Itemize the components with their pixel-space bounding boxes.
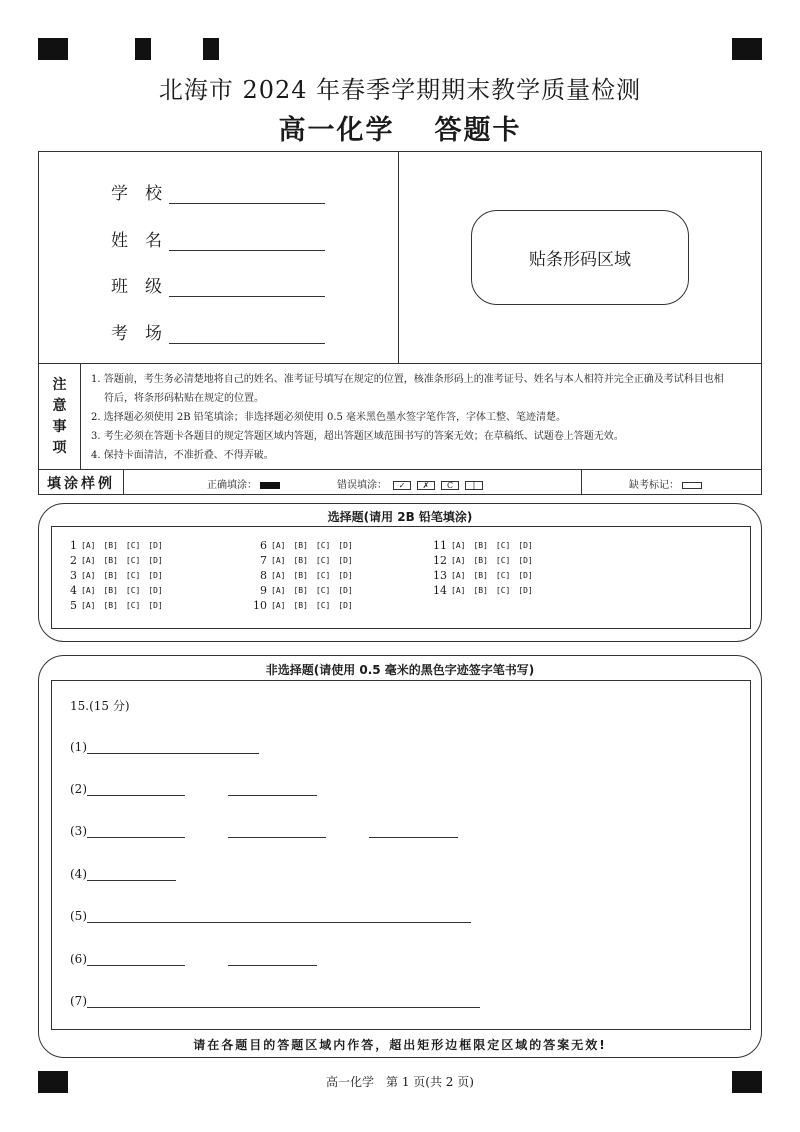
note-item: 符后，将条形码粘贴在规定的位置。 [104,393,264,404]
choice-bubble[interactable]: [C] [495,571,511,580]
part-label: (7) [70,994,87,1008]
choice-bubble[interactable]: [A] [451,556,466,565]
question-15-label: 15.(15 分) [70,699,130,713]
registration-mark [203,38,219,60]
choice-bubble[interactable]: [D] [338,571,353,580]
registration-mark [38,38,68,60]
choice-bubble[interactable]: [A] [451,541,466,550]
choice-question [249,569,361,582]
name-label: 姓 名 [111,231,162,251]
subject-title: 高一化学 [278,115,395,146]
choice-bubble[interactable]: [A] [81,571,96,580]
choice-bubble[interactable]: [C] [125,601,141,610]
choice-bubble[interactable]: [B] [293,571,308,580]
note-item: 3. 考生必须在答题卡各题目的规定答题区域内答题，超出答题区域范围书写的答案无效；在草稿纸、试题卷上答题无效。 [91,431,624,442]
answer-blank[interactable] [228,782,317,796]
answer-blank[interactable] [87,994,480,1008]
choice-question [249,539,361,552]
absent-mark-box[interactable] [682,482,702,489]
choice-bubble[interactable]: [D] [148,541,163,550]
choice-bubble[interactable]: [A] [271,586,286,595]
answer-part-6 [70,952,317,966]
choice-bubble[interactable]: [D] [338,601,353,610]
question-number: 7 [260,554,267,567]
question-number: 4 [70,584,77,597]
choice-bubble[interactable]: [B] [473,586,488,595]
choice-bubble[interactable]: [B] [103,541,118,550]
choice-question [249,584,361,597]
class-field [111,272,325,297]
barcode-label: 贴条形码区域 [529,250,631,270]
choice-bubble[interactable]: [C] [315,571,331,580]
choice-bubble[interactable]: [C] [315,601,331,610]
choice-bubble[interactable]: [C] [125,571,141,580]
divider [398,152,399,363]
notes-label-char: 注 [52,376,67,393]
choice-question [67,584,171,597]
school-label: 学 校 [111,184,162,204]
part-label: (1) [70,740,87,754]
choice-bubble[interactable]: [D] [148,586,163,595]
question-number: 12 [433,554,447,567]
notes-label-char: 项 [52,439,67,456]
choice-bubble[interactable]: [A] [271,556,286,565]
choice-question [67,539,171,552]
choice-bubble[interactable]: [A] [451,586,466,595]
class-label: 班 级 [111,277,162,297]
wrong-example [337,476,483,491]
registration-mark [732,38,762,60]
choice-question [429,584,541,597]
question-number: 10 [253,599,267,612]
choice-bubble[interactable]: [B] [103,601,118,610]
question-number: 5 [70,599,77,612]
choice-bubble[interactable]: [D] [148,571,163,580]
question-number: 3 [70,569,77,582]
choice-bubble[interactable]: [B] [293,601,308,610]
choice-bubble[interactable]: [B] [103,556,118,565]
choice-bubble[interactable]: [C] [125,556,141,565]
note-item: 1. 答题前，考生务必清楚地将自己的姓名、准考证号填写在规定的位置，核准条形码上的准考证号、姓名与本人相符并完全正确及考试科目也相 [91,374,724,385]
absent-label: 缺考标记： [629,480,679,491]
choice-bubble[interactable]: [B] [473,541,488,550]
answer-blank[interactable] [228,952,317,966]
answer-part-1 [70,740,259,754]
question-number: 14 [433,584,447,597]
nonchoice-section-title: 非选择题(请使用 0.5 毫米的黑色字迹签字笔书写) [265,663,535,677]
card-title [0,108,800,147]
notes-label-char: 事 [52,418,67,435]
choice-bubble[interactable]: [C] [495,556,511,565]
answer-area-warning: 请在各题目的答题区域内作答，超出矩形边框限定区域的答案无效! [193,1038,607,1052]
question-number: 1 [70,539,77,552]
class-input[interactable] [169,277,325,297]
room-field [111,319,325,344]
part-label: (6) [70,952,87,966]
choice-bubble[interactable]: [B] [293,556,308,565]
choice-bubble[interactable]: [C] [495,586,511,595]
choice-bubble[interactable]: [C] [495,541,511,550]
choice-bubble[interactable]: [D] [338,556,353,565]
wrong-fill-mark: ✗ [417,481,435,490]
choice-bubble[interactable]: [A] [271,571,286,580]
choice-bubble[interactable]: [C] [125,586,141,595]
choice-question [67,599,171,612]
answer-blank[interactable] [87,824,185,838]
note-item: 2. 选择题必须使用 2B 铅笔填涂；非选择题必须使用 0.5 毫米黑色墨水签字笔作答，字体工整、笔迹清楚。 [91,412,567,423]
choice-bubble[interactable]: [D] [148,601,163,610]
answer-part-4 [70,867,176,881]
fill-example-row [39,470,761,495]
answer-blank[interactable] [87,952,185,966]
choice-bubble[interactable]: [A] [271,541,286,550]
choice-question [429,554,541,567]
part-label: (2) [70,782,87,796]
choice-bubble[interactable]: [D] [148,556,163,565]
divider [581,470,582,495]
choice-bubble[interactable]: [A] [451,571,466,580]
correct-label: 正确填涂： [207,480,257,491]
answer-part-2 [70,782,317,796]
notes-label-char: 意 [52,397,67,414]
choice-bubble[interactable]: [B] [293,541,308,550]
choice-bubble[interactable]: [A] [81,601,96,610]
choice-bubble[interactable]: [C] [315,541,331,550]
choice-bubble[interactable]: [B] [293,586,308,595]
name-field [111,226,325,251]
barcode-area [471,210,689,305]
choice-bubble[interactable]: [B] [103,586,118,595]
note-item: 4. 保持卡面清洁，不准折叠、不得弄破。 [91,450,274,461]
answer-blank[interactable] [87,782,185,796]
choice-bubble[interactable]: [B] [103,571,118,580]
choice-question [67,569,171,582]
notes-list [91,370,761,465]
notes-label [39,364,81,469]
question-number: 2 [70,554,77,567]
choice-bubble[interactable]: [B] [473,571,488,580]
choice-bubble[interactable]: [D] [338,586,353,595]
answer-part-3 [70,824,458,838]
choice-bubble[interactable]: [C] [315,586,331,595]
room-input[interactable] [169,324,325,344]
fill-example-title: 填涂样例 [39,470,124,495]
room-label: 考 场 [111,324,162,344]
choice-bubble[interactable]: [C] [315,556,331,565]
choice-question [249,554,361,567]
question-number: 8 [260,569,267,582]
choice-question [249,599,361,612]
answer-blank[interactable] [87,867,176,881]
choice-bubble[interactable]: [B] [473,556,488,565]
card-name: 答题卡 [434,115,522,146]
choice-bubble[interactable]: [D] [518,556,533,565]
registration-mark [135,38,151,60]
choice-bubble[interactable]: [A] [81,541,96,550]
nonchoice-section [38,655,762,1058]
choice-section [38,503,762,642]
info-box [38,151,762,495]
choice-bubble[interactable]: [D] [338,541,353,550]
choice-question [67,554,171,567]
answer-blank[interactable] [369,824,458,838]
choice-bubble[interactable]: [A] [271,601,286,610]
choice-bubble[interactable]: [C] [125,541,141,550]
choice-question [429,569,541,582]
answer-blank[interactable] [87,909,471,923]
question-number: 6 [260,539,267,552]
choice-bubble[interactable]: [A] [81,586,96,595]
part-label: (5) [70,909,87,923]
correct-fill-mark [260,482,280,489]
wrong-fill-mark: ✓ [393,481,411,490]
divider [39,363,761,364]
correct-example [207,476,280,491]
wrong-fill-mark: | [465,481,483,490]
answer-blank[interactable] [228,824,326,838]
question-number: 9 [260,584,267,597]
choice-bubble[interactable]: [D] [518,571,533,580]
school-input[interactable] [169,184,325,204]
choice-section-title: 选择题(请用 2B 铅笔填涂) [327,510,473,524]
name-input[interactable] [169,231,325,251]
exam-title: 北海市 2024 年春季学期期末教学质量检测 [158,76,642,104]
question-header [70,697,130,714]
wrong-fill-mark: C [441,481,459,490]
answer-part-7 [70,994,480,1008]
choice-question [429,539,541,552]
absent-example [629,476,702,491]
question-number: 13 [433,569,447,582]
page-footer: 高一化学 第 1 页(共 2 页) [326,1075,474,1089]
answer-blank[interactable] [87,740,259,754]
school-field [111,179,325,204]
choice-bubble[interactable]: [D] [518,541,533,550]
wrong-label: 错误填涂： [337,480,387,491]
part-label: (3) [70,824,87,838]
nonchoice-answer-area [51,680,751,1030]
question-number: 11 [433,539,447,552]
choice-bubble[interactable]: [A] [81,556,96,565]
choice-bubble[interactable]: [D] [518,586,533,595]
part-label: (4) [70,867,87,881]
answer-part-5 [70,909,471,923]
